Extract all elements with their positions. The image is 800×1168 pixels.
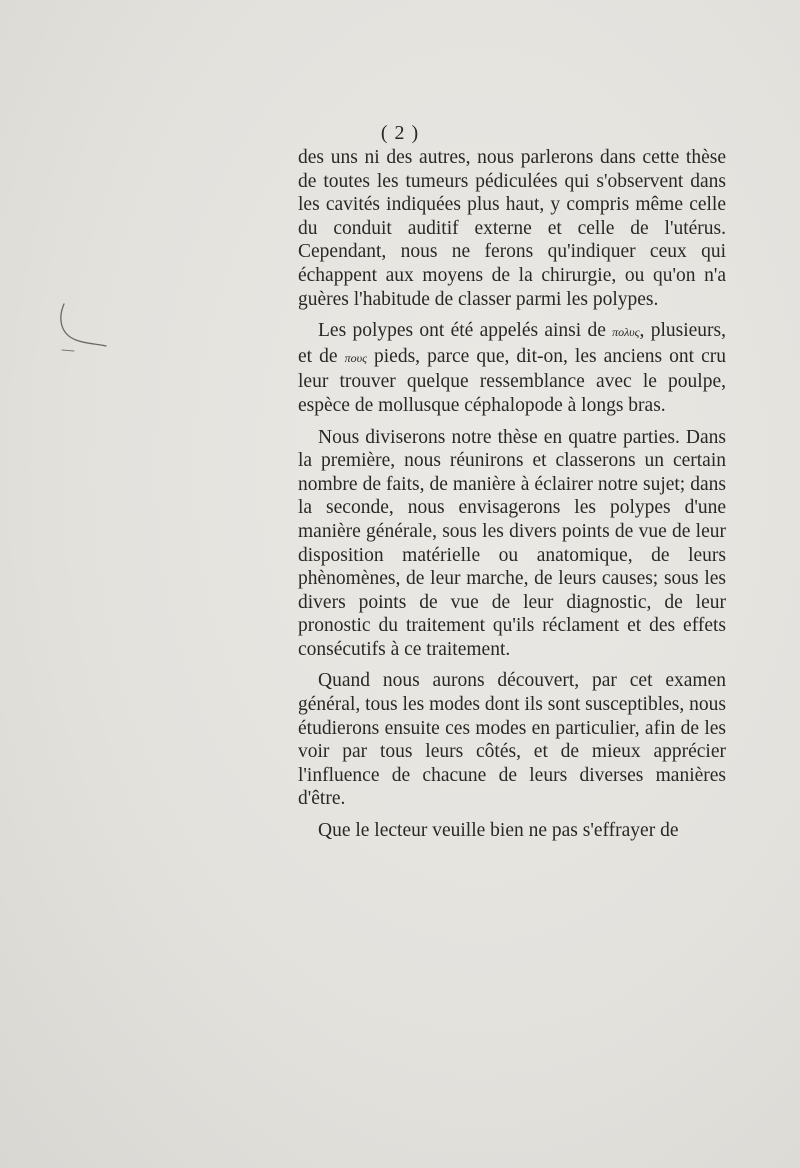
greek-word-polus: πολυς — [612, 325, 640, 340]
margin-pen-mark — [54, 300, 108, 352]
paragraph-4: Quand nous aurons découvert, par cet examen général, tous les modes dont ils sont susceptibles, nous étudierons ensuite ces modes en particulier, afin de les voir par tous leurs côtés, et de mieux apprécier l'influence de chacune de leurs diverses manières d'être. — [298, 670, 726, 810]
page-number: ( 2 ) — [380, 122, 420, 144]
paragraph-1: des uns ni des autres, nous parlerons dans cette thèse de toutes les tumeurs pédiculées qui s'observent dans les cavités indiquées plus haut, y compris même celle du conduit auditif externe et celle de l'utérus. Cependant, nous ne ferons qu'indiquer ceux qui échappent aux moyens de la chirurgie, ou qu'on n'a guères l'habitude de classer parmi les polypes. — [298, 147, 726, 310]
body-text — [298, 146, 726, 843]
paragraph-2 — [298, 319, 726, 417]
paragraph-3: Nous diviserons notre thèse en quatre parties. Dans la première, nous réunirons et classerons un certain nombre de faits, de manière à éclairer notre sujet; dans la seconde, nous envisagerons les polypes d'une manière générale, sous les divers points de vue de leur disposition matérielle ou anatomique, de leurs phènomènes, de leur marche, de leurs causes; sous les divers points de vue de leur diagnostic, de leur pronostic du traitement qu'ils réclament et des effets consécutifs à ce traitement. — [298, 426, 726, 660]
paragraph-2-part-2: , plusieurs, et de — [298, 320, 726, 367]
paragraph-2-part-3: pieds, parce que, dit-on, les anciens ont cru leur trouver quelque ressemblance avec le poulpe, espèce de mollusque céphalopode à longs bras. — [298, 345, 726, 416]
paragraph-5: Que le lecteur veuille bien ne pas s'effrayer de — [318, 820, 679, 842]
greek-word-pous: πους — [344, 350, 367, 365]
paragraph-2-part-1: Les polypes ont été appelés ainsi de — [318, 320, 613, 342]
